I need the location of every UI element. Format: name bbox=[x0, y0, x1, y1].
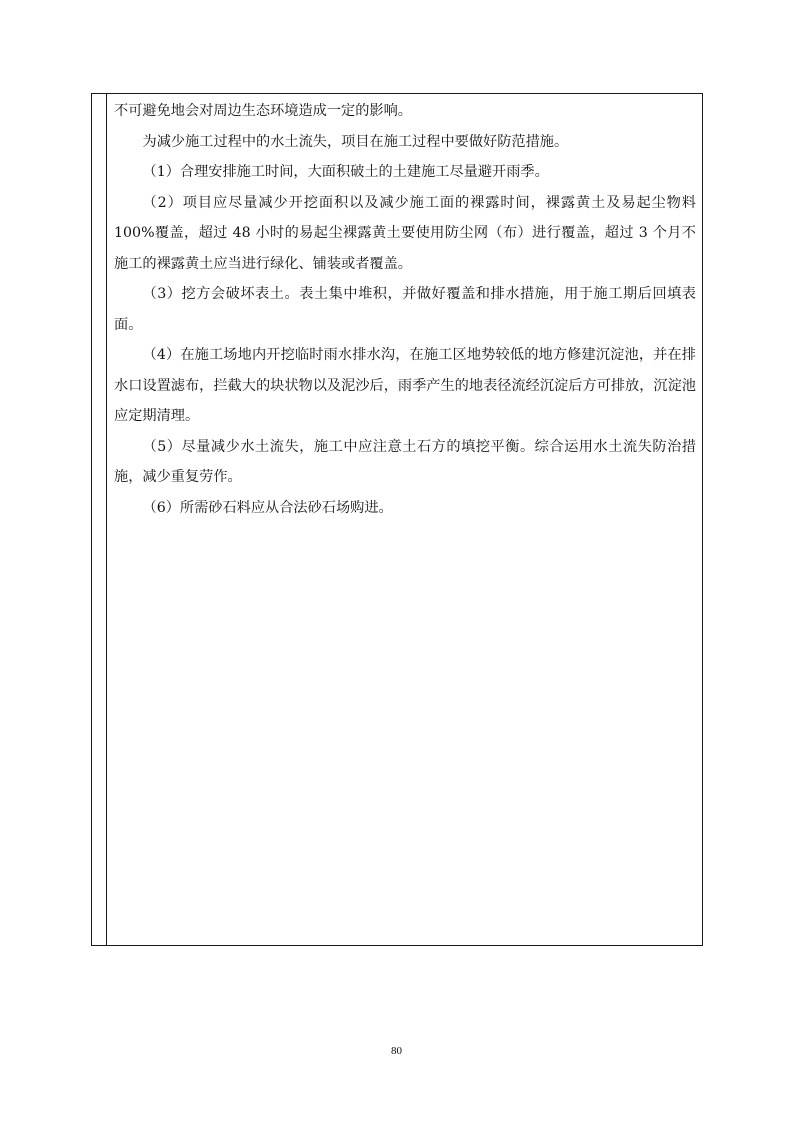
paragraph-measure-5: （5）尽量减少水土流失，施工中应注意土石方的填挖平衡。综合运用水土流失防治措施，减少重复劳作。 bbox=[114, 438, 696, 485]
paragraph-measure-1: （1）合理安排施工时间，大面积破土的土建施工尽量避开雨季。 bbox=[142, 164, 549, 180]
content-cell bbox=[114, 96, 696, 523]
paragraph-measure-4: （4）在施工场地内开挖临时雨水排水沟，在施工区地势较低的地方修建沉淀池，并在排水口设置滤布，拦截大的块状物以及泥沙后，雨季产生的地表径流经沉淀后方可排放，沉淀池应定期清理。 bbox=[114, 347, 696, 424]
paragraph-measure-3: （3）挖方会破坏表土。表土集中堆积，并做好覆盖和排水措施，用于施工期后回填表面。 bbox=[114, 286, 696, 333]
content-table bbox=[91, 93, 703, 946]
paragraph-intro: 为减少施工过程中的水土流失，项目在施工过程中要做好防范措施。 bbox=[142, 133, 569, 150]
paragraph-measure-6: （6）所需砂石料应从合法砂石场购进。 bbox=[142, 499, 393, 516]
paragraph-continuation: 不可避免地会对周边生态环境造成一定的影响。 bbox=[114, 103, 412, 119]
page-number: 80 bbox=[391, 1045, 402, 1057]
paragraph-measure-2: （2）项目应尽量减少开挖面积以及减少施工面的裸露时间，裸露黄土及易起尘物料 100%覆盖，超过 48 小时的易起尘裸露黄土要使用防尘网（布）进行覆盖，超过 3 个月不施工的裸露黄土应当进行绿化、铺装或者覆盖。 bbox=[114, 194, 696, 272]
left-column-divider bbox=[106, 94, 107, 945]
